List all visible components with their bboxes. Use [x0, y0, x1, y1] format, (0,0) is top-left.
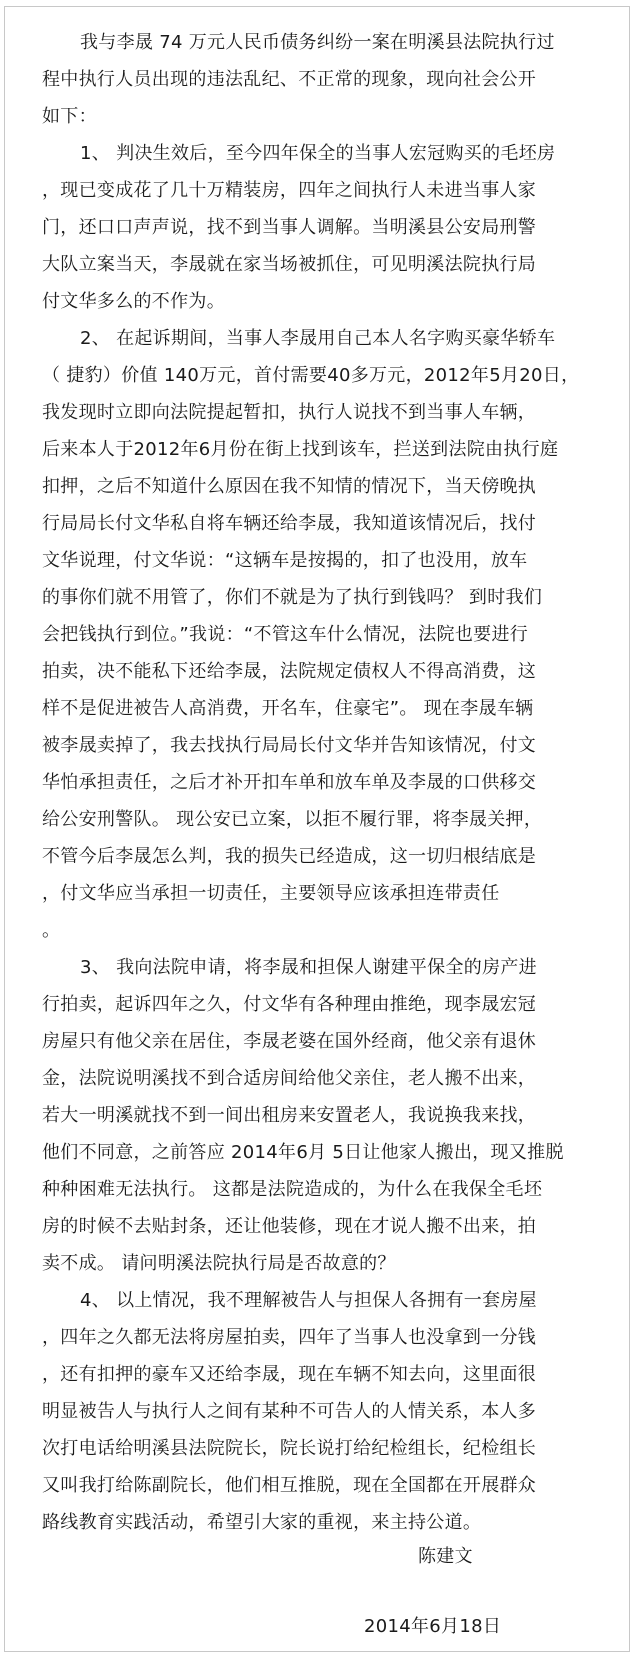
text-line: 若大一明溪就找不到一间出租房来安置老人，我说换我来找，: [42, 1105, 537, 1126]
text-line: 1、 判决生效后，至今四年保全的当事人宏冠购买的毛坯房: [80, 143, 556, 164]
text-line: 行局局长付文华私自将车辆还给李晟，我知道该情况后，找付: [42, 513, 537, 534]
text-line: 华怕承担责任，之后才补开扣车单和放车单及李晟的口供移交: [42, 772, 537, 793]
text-line: 会把钱执行到位。”我说：“不管这车什么情况，法院也要进行: [42, 624, 529, 645]
text-line: 程中执行人员出现的违法乱纪、不正常的现象，现向社会公开: [42, 69, 537, 90]
text-line: 又叫我打给陈副院长，他们相互推脱，现在全国都在开展群众: [42, 1475, 537, 1496]
text-line: ，还有扣押的豪车又还给李晟，现在车辆不知去向，这里面很: [42, 1364, 537, 1385]
text-line: 。: [42, 920, 61, 941]
text-line: 卖不成。 请问明溪法院执行局是否故意的？: [42, 1253, 396, 1274]
text-line: （ 捷豹）价值 140万元，首付需要40多万元，2012年5月20日，: [42, 365, 580, 386]
text-line: 大队立案当天，李晟就在家当场被抓住，可见明溪法院执行局: [42, 254, 537, 275]
text-line: 路线教育实践活动，希望引大家的重视，来主持公道。: [42, 1512, 482, 1533]
text-line: ，现已变成花了几十万精装房，四年之间执行人未进当事人家: [42, 180, 537, 201]
text-line: 样不是促进被告人高消费，开名车，住豪宅”。 现在李晟车辆: [42, 698, 534, 719]
text-line: 的事你们就不用管了，你们不就是为了执行到钱吗？ 到时我们: [42, 587, 543, 608]
text-line: ，四年之久都无法将房屋拍卖，四年了当事人也没拿到一分钱: [42, 1327, 537, 1348]
text-line: 明显被告人与执行人之间有某种不可告人的人情关系，本人多: [42, 1401, 537, 1422]
text-line: 被李晟卖掉了，我去找执行局局长付文华并告知该情况，付文: [42, 735, 537, 756]
text-line: 门，还口口声声说，找不到当事人调解。当明溪县公安局刑警: [42, 217, 537, 238]
text-line: 后来本人于2012年6月份在街上找到该车，拦送到法院由执行庭: [42, 439, 559, 460]
text-line: 2、 在起诉期间，当事人李晟用自己本人名字购买豪华轿车: [80, 328, 556, 349]
text-line: 房的时候不去贴封条，还让他装修，现在才说人搬不出来，拍: [42, 1216, 537, 1237]
text-line: 行拍卖，起诉四年之久，付文华有各种理由推绝，现李晟宏冠: [42, 994, 537, 1015]
text-line: 他们不同意，之前答应 2014年6月 5日让他家人搬出，现又推脱: [42, 1142, 564, 1163]
text-line: 付文华多么的不作为。: [42, 291, 225, 312]
text-line: 如下：: [42, 106, 97, 127]
text-line: 文华说理，付文华说：“这辆车是按揭的，扣了也没用，放车: [42, 550, 528, 571]
signature-date: 2014年6月18日: [364, 1616, 502, 1637]
text-line: 我发现时立即向法院提起暂扣，执行人说找不到当事人车辆，: [42, 402, 537, 423]
text-line: 扣押，之后不知道什么原因在我不知情的情况下，当天傍晚执: [42, 476, 537, 497]
text-line: 3、 我向法院申请，将李晟和担保人谢建平保全的房产进: [80, 957, 537, 978]
text-line: 次打电话给明溪县法院院长，院长说打给纪检组长，纪检组长: [42, 1438, 537, 1459]
text-line: 拍卖，决不能私下还给李晟，法院规定债权人不得高消费，这: [42, 661, 537, 682]
text-line: 金，法院说明溪找不到合适房间给他父亲住，老人搬不出来，: [42, 1068, 537, 1089]
text-line: 我与李晟 74 万元人民币债务纠纷一案在明溪县法院执行过: [80, 32, 555, 53]
text-line: 种种困难无法执行。 这都是法院造成的，为什么在我保全毛坯: [42, 1179, 543, 1200]
signature-name: 陈建文: [418, 1546, 473, 1567]
text-line: ，付文华应当承担一切责任，主要领导应该承担连带责任: [42, 883, 500, 904]
text-line: 不管今后李晟怎么判，我的损失已经造成，这一切归根结底是: [42, 846, 537, 867]
text-line: 4、 以上情况，我不理解被告人与担保人各拥有一套房屋: [80, 1290, 537, 1311]
text-line: 给公安刑警队。 现公安已立案，以拒不履行罪，将李晟关押，: [42, 809, 543, 830]
text-line: 房屋只有他父亲在居住，李晟老婆在国外经商，他父亲有退休: [42, 1031, 537, 1052]
